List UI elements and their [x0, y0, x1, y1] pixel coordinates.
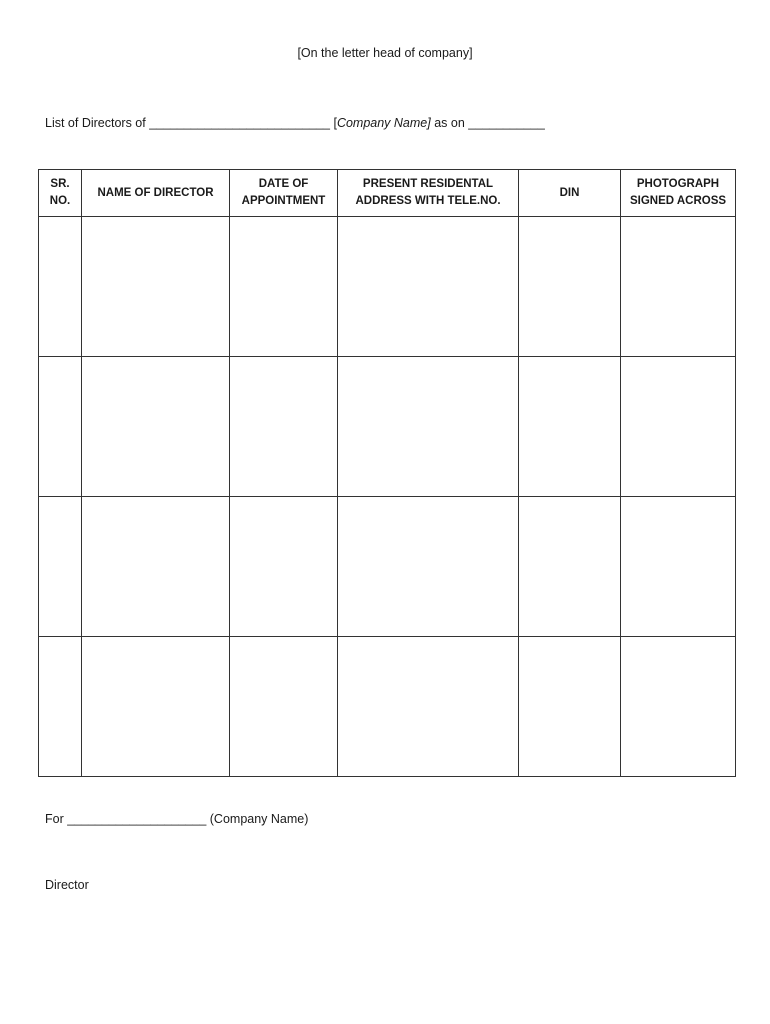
table-row [39, 357, 736, 497]
header-line: PRESENT RESIDENTAL [362, 178, 494, 190]
table-cell[interactable] [621, 217, 736, 357]
header-line: NAME OF DIRECTOR [97, 186, 214, 199]
as-on-label: as on [434, 116, 465, 130]
table-cell[interactable] [338, 637, 519, 777]
header-line: DIN [559, 186, 580, 199]
table-cell[interactable] [82, 497, 230, 637]
column-header-photograph [621, 170, 736, 217]
table-cell[interactable] [338, 497, 519, 637]
header-line: PHOTOGRAPH [636, 178, 720, 190]
table-cell[interactable] [338, 357, 519, 497]
header-line: SR. [50, 178, 70, 190]
table-cell[interactable] [621, 497, 736, 637]
company-name-label: (Company Name) [209, 812, 309, 826]
table-cell[interactable] [230, 497, 338, 637]
column-header-date-of-appointment [230, 170, 338, 217]
column-header-address [338, 170, 519, 217]
table-header-row [39, 170, 736, 217]
list-prefix: List of Directors of [45, 116, 146, 130]
table-cell[interactable] [230, 637, 338, 777]
table-row [39, 497, 736, 637]
date-blank: ___________ [468, 116, 545, 130]
table-cell[interactable] [519, 497, 621, 637]
table-cell[interactable] [39, 497, 82, 637]
table-cell[interactable] [230, 217, 338, 357]
header-line: APPOINTMENT [241, 195, 326, 207]
directors-table [38, 169, 736, 777]
company-name-blank: __________________________ [149, 116, 330, 130]
table-cell[interactable] [230, 357, 338, 497]
header-line: SIGNED ACROSS [629, 195, 727, 207]
table-cell[interactable] [338, 217, 519, 357]
header-line: ADDRESS WITH TELE.NO. [355, 195, 501, 207]
column-header-name-of-director [82, 170, 230, 217]
director-signatory: Director [45, 878, 89, 892]
table-cell[interactable] [82, 637, 230, 777]
header-line: NO. [49, 195, 71, 207]
table-cell[interactable] [621, 637, 736, 777]
column-header-din [519, 170, 621, 217]
table-cell[interactable] [82, 217, 230, 357]
letterhead-note: [On the letter head of company] [297, 46, 473, 60]
table-cell[interactable] [39, 217, 82, 357]
table-cell[interactable] [519, 357, 621, 497]
table-row [39, 637, 736, 777]
table-row [39, 217, 736, 357]
header-line: DATE OF [258, 178, 309, 190]
table-cell[interactable] [621, 357, 736, 497]
table-cell[interactable] [519, 637, 621, 777]
bracket-open: [ [333, 116, 337, 130]
column-header-sr-no [39, 170, 82, 217]
table-cell[interactable] [39, 357, 82, 497]
table-cell[interactable] [82, 357, 230, 497]
table-cell[interactable] [519, 217, 621, 357]
for-company-line [45, 812, 308, 826]
list-of-directors-line [45, 116, 545, 130]
table-cell[interactable] [39, 637, 82, 777]
company-name-blank: ____________________ [67, 812, 207, 826]
for-prefix: For [45, 812, 64, 826]
company-name-placeholder: Company Name] [336, 116, 431, 130]
